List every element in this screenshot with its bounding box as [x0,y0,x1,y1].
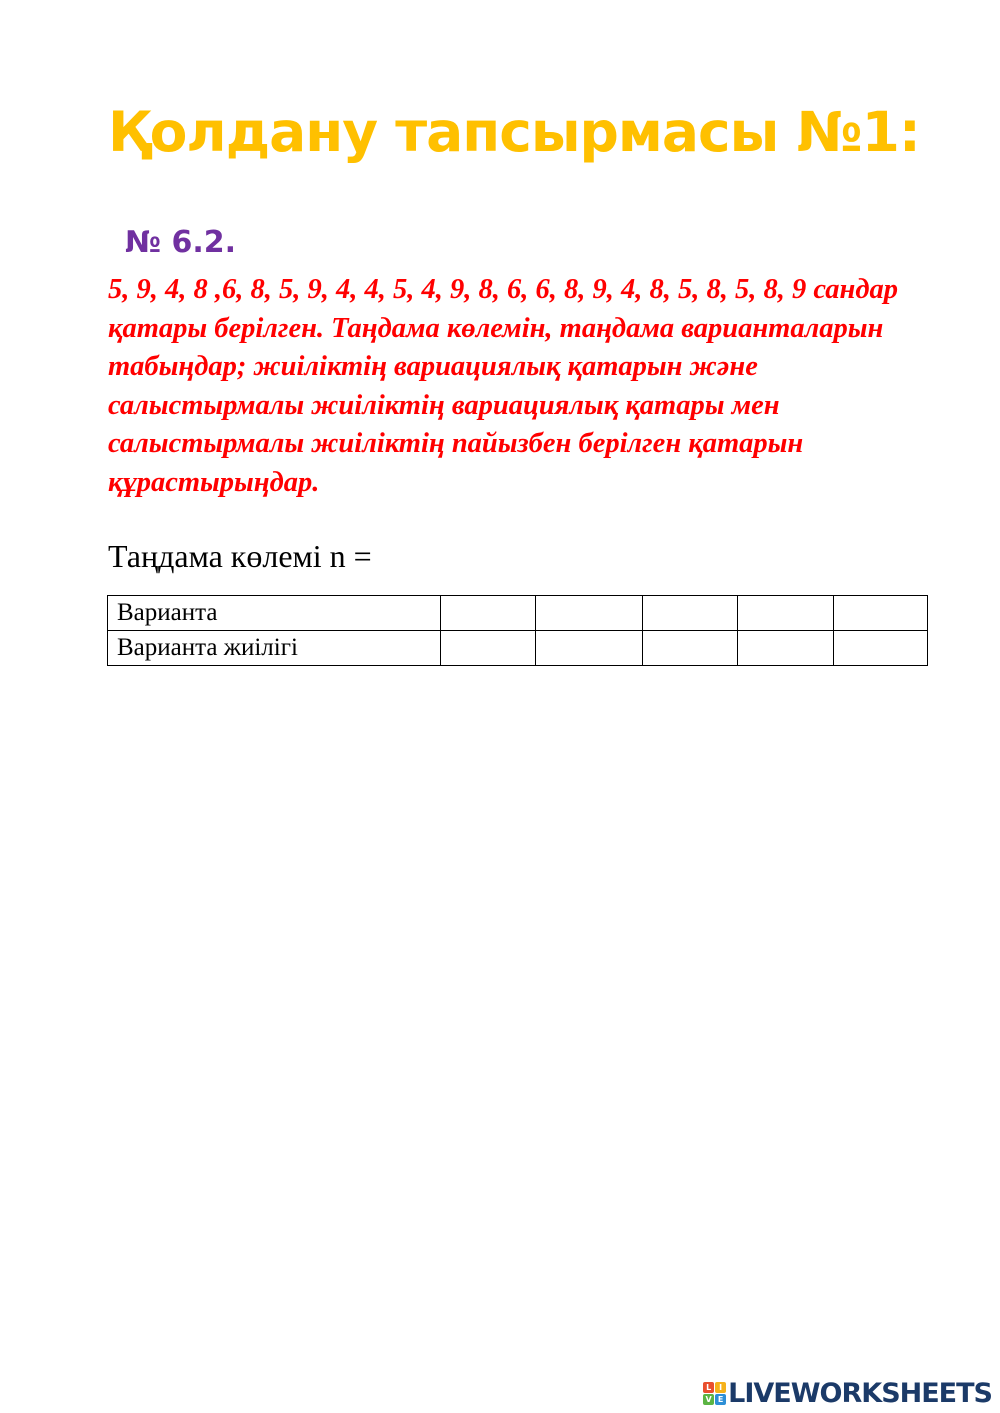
frequency-input-2[interactable] [545,631,633,665]
variant-cell-5[interactable] [834,596,928,631]
frequency-input-5[interactable] [843,631,918,665]
task-text: 5, 9, 4, 8 ,6, 8, 5, 9, 4, 4, 5, 4, 9, 8, 6, 6, 8, 9, 4, 8, 5, 8, 5, 8, 9 сандар қатары берілген. Таңдама көлемін, таңдама варианталарын табыңдар; жиіліктің вариациялық қатарын және салыстырмалы жиіліктің вариациялық қатары мен салыстырмалы жиіліктің пайызбен берілген қатарын құрастырыңдар. [108,274,898,498]
variant-input-5[interactable] [843,596,918,630]
variant-input-3[interactable] [652,596,728,630]
row-label-variant: Варианта [108,596,441,631]
frequency-cell-3[interactable] [643,631,738,666]
logo-letter-l: L [703,1382,714,1393]
frequency-cell-4[interactable] [738,631,834,666]
variant-input-2[interactable] [545,596,633,630]
logo-letter-i: I [715,1382,726,1393]
variant-input-1[interactable] [450,596,526,630]
brand-text: LIVEWORKSHEETS [728,1378,992,1409]
frequency-input-4[interactable] [747,631,824,665]
frequency-cell-5[interactable] [834,631,928,666]
task-number: № 6.2. [125,225,237,260]
frequency-cell-2[interactable] [536,631,643,666]
logo-letter-v: V [703,1394,714,1405]
variant-cell-3[interactable] [643,596,738,631]
variant-cell-4[interactable] [738,596,834,631]
variant-input-4[interactable] [747,596,824,630]
sample-size-label: Таңдама көлемі n = [108,538,372,574]
variant-cell-2[interactable] [536,596,643,631]
frequency-cell-1[interactable] [441,631,536,666]
variant-cell-1[interactable] [441,596,536,631]
frequency-input-3[interactable] [652,631,728,665]
table-row-frequency [108,631,928,666]
frequency-table [107,595,928,666]
logo-letter-e: E [715,1394,726,1405]
table-row-variant [108,596,928,631]
frequency-input-1[interactable] [450,631,526,665]
page-title: Қолдану тапсырмасы №1: [108,100,920,164]
liveworksheets-logo-icon [703,1382,726,1405]
row-label-frequency: Варианта жиілігі [108,631,441,666]
liveworksheets-branding [703,1378,992,1409]
